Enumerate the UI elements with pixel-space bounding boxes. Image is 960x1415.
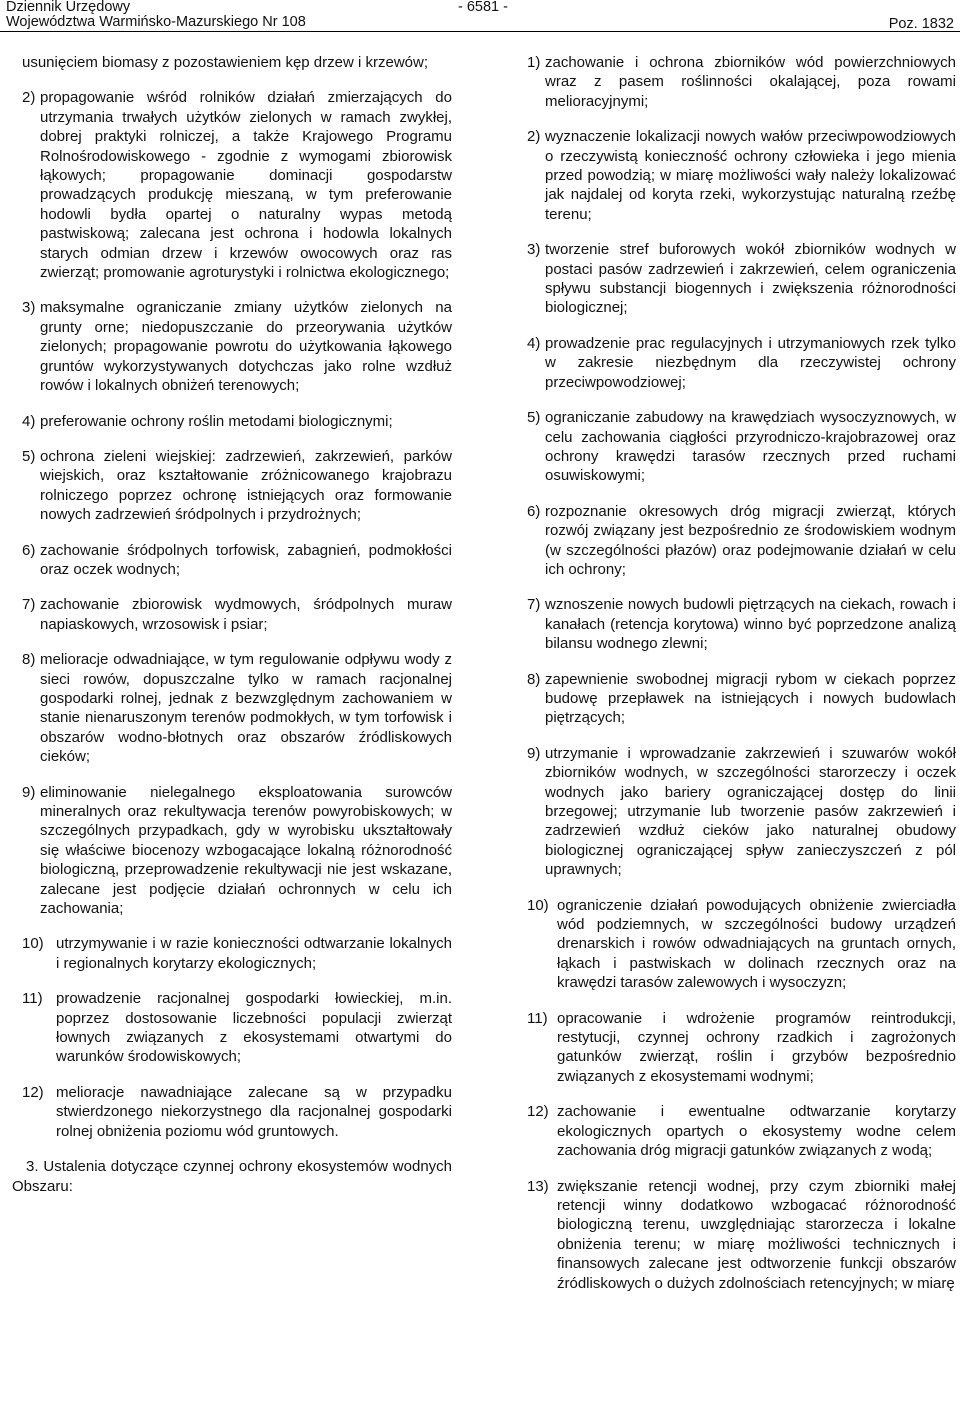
header-region: Województwa Warmińsko-Mazurskiego Nr 108	[6, 14, 306, 30]
list-item	[22, 650, 452, 766]
list-item	[527, 408, 956, 486]
list-item	[22, 541, 452, 580]
item-number: 5)	[22, 447, 36, 465]
item-text: utrzymywanie i w razie konieczności odtwarzanie lokalnych i regionalnych korytarzy ekologicznych;	[56, 935, 452, 972]
list-item	[527, 1102, 956, 1160]
item-text: preferowanie ochrony roślin metodami biologicznymi;	[40, 412, 393, 430]
item-text: propagowanie wśród rolników działań zmierzających do utrzymania trwałych użytków zielonych w ramach zwykłej, dobrej praktyki rolniczej, a także Krajowego Programu Rolnośrodowiskowego - zgodnie z wymogami zbiorowisk łąkowych; propagowanie dominacji gospodarstw prowadzących produkcję mieszaną, w tym preferowanie hodowli bydła opartej o naturalny wypas metodą pastwiskową; zalecana jest ochrona i hodowla lokalnych starych odmian drzew i krzewów owocowych oraz ras zwierząt; promowanie agroturystyki i rolnictwa ekologicznego;	[40, 89, 452, 282]
item-text: zachowanie i ewentualne odtwarzanie korytarzy ekologicznych opartych o ekosystemy wodne celem zachowania dróg migracji gatunków związanych z wodą;	[557, 1103, 956, 1160]
list-item	[527, 502, 956, 580]
item-number: 3)	[527, 241, 541, 259]
item-text: ograniczenie działań powodujących obniżenie zwierciadła wód podziemnych, w szczególności budowy urządzeń drenarskich i rowów odwadniających na gruntach ornych, łąkach i pastwiskach w dolinach rzecznych oraz na krawędzi tarasów zalewowych i wysoczyzn;	[557, 896, 956, 992]
item-text: prowadzenie prac regulacyjnych i utrzymaniowych rzek tylko w zakresie niezbędnym dla rzeczywistej ochrony przeciwpowodziowej;	[545, 334, 956, 391]
header-divider	[0, 31, 960, 32]
item-text: zapewnienie swobodnej migracji rybom w ciekach poprzez budowę przepławek na istniejących i nowych budowlach piętrzących;	[545, 670, 956, 727]
item-number: 11)	[22, 990, 43, 1008]
header-publication-block	[6, 0, 306, 30]
list-item	[527, 595, 956, 653]
item-text: tworzenie stref buforowych wokół zbiorników wodnych w postaci pasów zadrzewień i zakrzewień, celem ograniczenia spływu substancji biogennych i zwiększenia różnorodności biologicznej;	[545, 241, 956, 317]
item-text: eliminowanie nielegalnego eksploatowania surowców mineralnych oraz rekultywacja terenów powyrobiskowych; w szczególnych przypadkach, gdy w wyrobisku ukształtowały się właściwe biocenozy wzbogacające lokalną różnorodność biologiczną, przeprowadzenie rekultywacji nie jest wskazane, zalecane jest podjęcie działań ochronnych w celu ich zachowania;	[40, 783, 452, 918]
list-item	[527, 53, 956, 111]
item-text: wznoszenie nowych budowli piętrzących na ciekach, rowach i kanałach (retencja korytowa) winno być poprzedzone analizą bilansu wodnego zlewni;	[545, 596, 956, 653]
list-item	[527, 240, 956, 318]
item-number: 9)	[22, 783, 36, 801]
list-item	[22, 447, 452, 525]
header-publication: Dziennik Urzędowy	[6, 0, 131, 15]
list-item	[527, 334, 956, 392]
list-item	[22, 298, 452, 395]
item-number: 11)	[527, 1009, 548, 1027]
item-text: melioracje nawadniające zalecane są w przypadku stwierdzonego niekorzystnego dla racjonalnej gospodarki rolnej obniżenia poziomu wód gruntowych.	[56, 1083, 452, 1140]
list-item	[527, 1009, 956, 1087]
list-item	[527, 670, 956, 728]
item-text: ograniczanie zabudowy na krawędziach wysoczyznowych, w celu zachowania ciągłości przyrodniczo-krajobrazowej oraz ochrony krawędzi tarasów rzecznych przed ruchami osuwiskowymi;	[545, 409, 956, 485]
list-item	[527, 744, 956, 880]
continuation-text: usunięciem biomasy z pozostawieniem kęp drzew i krzewów;	[22, 54, 428, 71]
left-column	[12, 53, 452, 1196]
item-number: 6)	[527, 502, 541, 520]
item-text: utrzymanie i wprowadzanie zakrzewień i szuwarów wokół zbiorników wodnych, w szczególności starorzeczy i oczek wodnych jako bariery ograniczającej dostęp do linii brzegowej; utrzymanie lub tworzenie pasów zakrzewień i zadrzewień wzdłuż cieków jako naturalnej obudowy biologicznej ograniczającej spływ zanieczyszczeń z pól uprawnych;	[545, 744, 956, 879]
list-item	[22, 595, 452, 634]
item-text: wyznaczenie lokalizacji nowych wałów przeciwpowodziowych o rzeczywistą konieczność ochrony człowieka i jego mienia przed powodzią; w miarę możliwości wały należy lokalizować jak najdalej od koryta rzeki, wykorzystując naturalną rzeźbę terenu;	[545, 128, 956, 223]
item-number: 2)	[22, 89, 36, 107]
item-text: maksymalne ograniczanie zmiany użytków zielonych na grunty orne; niedopuszczanie do przeorywania użytków zielonych; propagowanie powrotu do użytkowania łąkowego gruntów wykorzystywanych dotychczas jako rolne wzdłuż rowów i lokalnych obniżeń terenowych;	[40, 299, 452, 395]
item-number: 5)	[527, 409, 541, 427]
item-number: 8)	[527, 670, 541, 688]
list-item	[527, 896, 956, 993]
item-number: 9)	[527, 744, 541, 762]
item-number: 1)	[527, 54, 541, 71]
item-number: 7)	[527, 596, 541, 614]
item-number: 6)	[22, 541, 36, 559]
list-item	[22, 412, 452, 431]
section-heading: 3. Ustalenia dotyczące czynnej ochrony ekosystemów wodnych Obszaru:	[12, 1158, 452, 1195]
item-number: 12)	[22, 1083, 44, 1101]
item-text: zwiększanie retencji wodnej, przy czym zbiorniki małej retencji winny dodatkowo wzbogacać różnorodność biologiczną terenu, uwzględniając starorzecza i lokalne obniżenia terenu; w miarę możliwości technicznych i finansowych zalecane jest odtworzenie funkcji obszarów źródliskowych o dużych zdolnościach retencyjnych; w miarę	[557, 1177, 956, 1292]
item-number: 8)	[22, 651, 36, 669]
item-number: 10)	[22, 935, 44, 953]
right-column	[527, 53, 956, 1309]
list-item	[527, 127, 956, 224]
item-text: zachowanie śródpolnych torfowisk, zabagnień, podmokłości oraz oczek wodnych;	[40, 541, 452, 578]
item-text: rozpoznanie okresowych dróg migracji zwierząt, których rozwój związany jest bezpośrednio ze środowiskiem wodnym (w szczególności płazów) oraz podejmowanie działań w celu ich ochrony;	[545, 502, 956, 578]
list-item	[22, 88, 452, 282]
header-page-number: - 6581 -	[458, 0, 508, 15]
item-number: 7)	[22, 596, 36, 614]
list-item	[527, 1177, 956, 1293]
list-item	[22, 934, 452, 973]
list-item	[22, 783, 452, 919]
item-number: 3)	[22, 299, 36, 317]
list-item	[22, 989, 452, 1067]
item-number: 4)	[527, 334, 541, 352]
item-text: prowadzenie racjonalnej gospodarki łowieckiej, m.in. poprzez dostosowanie liczebności populacji zwierząt łownych związanych z ekosystemami otwartymi do warunków środowiskowych;	[56, 990, 452, 1066]
item-number: 2)	[527, 128, 541, 146]
item-number: 13)	[527, 1177, 549, 1195]
list-item	[22, 1083, 452, 1141]
header-position: Poz. 1832	[888, 16, 954, 32]
item-number: 12)	[527, 1103, 549, 1121]
item-text: ochrona zieleni wiejskiej: zadrzewień, zakrzewień, parków wiejskich, oraz kształtowanie zróżnicowanego krajobrazu rolniczego poprzez ochronę istniejących oraz formowanie nowych zadrzewień śródpolnych i przydrożnych;	[40, 447, 452, 524]
item-number: 4)	[22, 412, 36, 430]
item-text: zachowanie i ochrona zbiorników wód powierzchniowych wraz z pasem roślinności okalającej, poza rowami melioracyjnymi;	[545, 54, 956, 110]
item-text: zachowanie zbiorowisk wydmowych, śródpolnych muraw napiaskowych, wrzosowisk i psiar;	[40, 596, 452, 633]
item-number: 10)	[527, 896, 549, 914]
item-text: opracowanie i wdrożenie programów reintrodukcji, restytucji, czynnej ochrony rzadkich i zagrożonych gatunków zwierząt, roślin i grzybów bezpośrednio związanych z ekosystemami wodnymi;	[557, 1009, 956, 1085]
item-text: melioracje odwadniające, w tym regulowanie odpływu wody z sieci rowów, dopuszczalne tylko w ramach racjonalnej gospodarki rolnej, jednak z bezwzględnym zachowaniem w stanie nienaruszonym terenów podmokłych, w tym torfowisk i obszarów wodno-błotnych oraz obszarów źródliskowych cieków;	[40, 651, 452, 766]
